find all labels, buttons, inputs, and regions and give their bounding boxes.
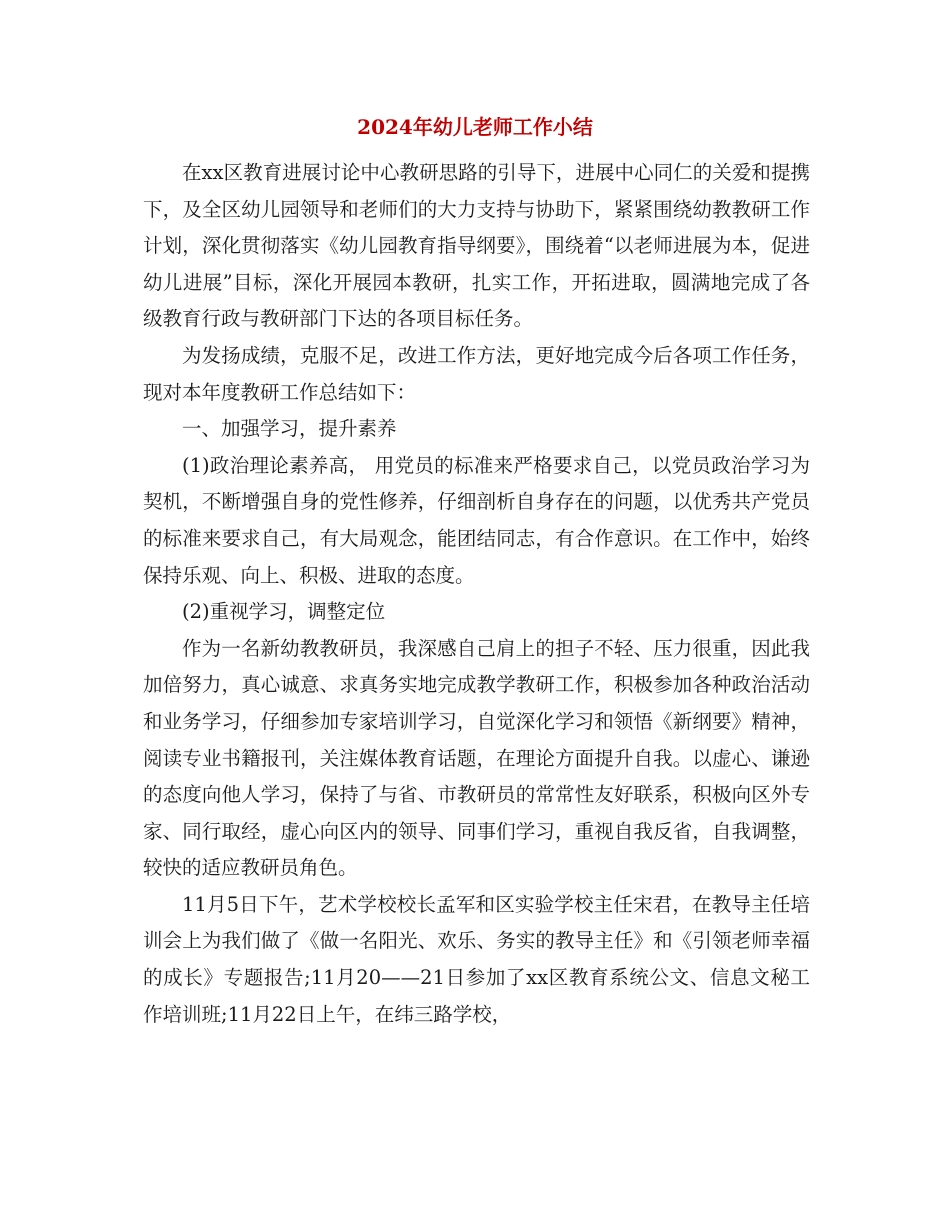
document-title: 2024年幼儿老师工作小结 bbox=[357, 115, 593, 139]
paragraph-intro: 在xx区教育进展讨论中心教研思路的引导下，进展中心同仁的关爱和提携下，及全区幼儿园领导和老师们的大力支持与协助下，紧紧围绕幼教教研工作计划，深化贯彻落实《幼儿园教育指导纲要》，围绕着“以老师进展为本，促进幼儿进展”目标，深化开展园本教研，扎实工作，开拓进取，圆满地完成了各级教育行政与教研部门下达的各项目标任务。 bbox=[143, 161, 810, 331]
subheading-study: (2)重视学习，调整定位 bbox=[182, 600, 386, 624]
section-heading-1: 一、加强学习，提升素养 bbox=[182, 417, 397, 441]
paragraph-training-events: 11月5日下午，艺术学校校长孟军和区实验学校主任宋君，在教导主任培训会上为我们做了《做一名阳光、欢乐、务实的教导主任》和《引领老师幸福的成长》专题报告;11月20——21日参加了xx区教育系统公文、信息文秘工作培训班;11月22日上午，在纬三路学校， bbox=[143, 892, 810, 1026]
document-body bbox=[143, 155, 810, 1033]
paragraph-summary-lead: 为发扬成绩，克服不足，改进工作方法，更好地完成今后各项工作任务，现对本年度教研工作总结如下： bbox=[143, 343, 810, 404]
paragraph-political-literacy: (1)政治理论素养高， 用党员的标准来严格要求自己，以党员政治学习为契机，不断增强自身的党性修养，仔细剖析自身存在的问题，以优秀共产党员的标准来要求自己，有大局观念，能团结同志，有合作意识。在工作中，始终保持乐观、向上、积极、进取的态度。 bbox=[143, 453, 810, 587]
paragraph-study-detail: 作为一名新幼教教研员，我深感自己肩上的担子不轻、压力很重，因此我加倍努力，真心诚意、求真务实地完成教学教研工作，积极参加各种政治活动和业务学习，仔细参加专家培训学习，自觉深化学习和领悟《新纲要》精神，阅读专业书籍报刊，关注媒体教育话题，在理论方面提升自我。以虚心、谦逊的态度向他人学习，保持了与省、市教研员的常常性友好联系，积极向区外专家、同行取经，虚心向区内的领导、同事们学习，重视自我反省，自我调整，较快的适应教研员角色。 bbox=[143, 636, 810, 880]
